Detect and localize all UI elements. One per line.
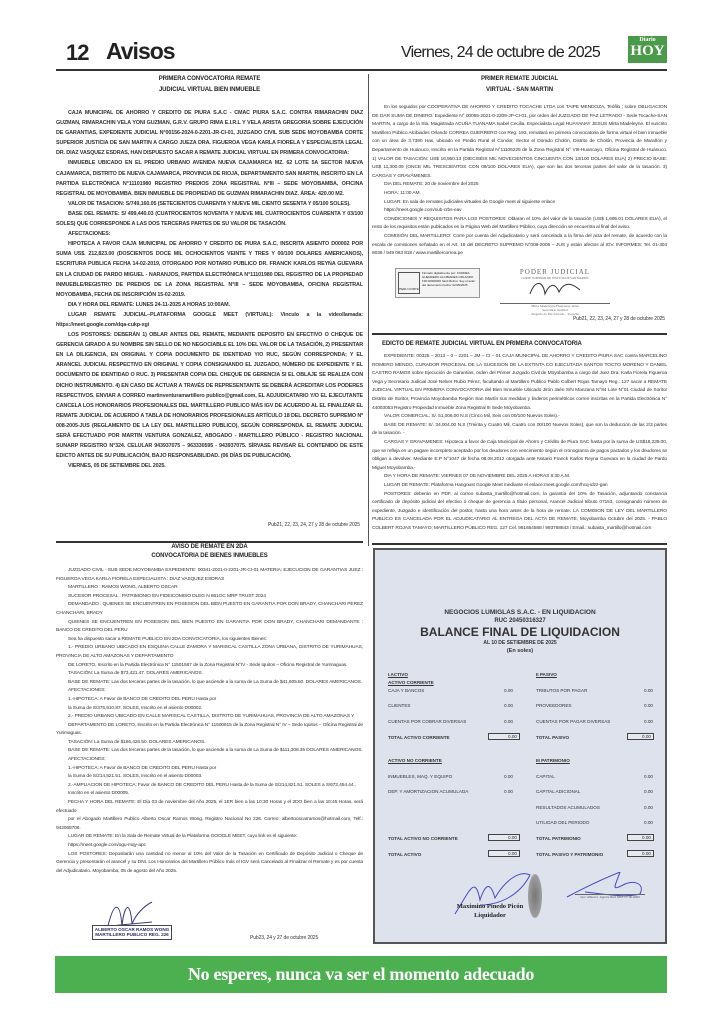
paragraph: CAJA MUNICIPAL DE AHORRO Y CREDITO DE PIURA S.A.C - CMAC PIURA S.A.C. CONTRA RIMARACHIN DIAZ GUZMAN, RIMARACHIN VELA YONI GUZMAN, G.R.V. GRUPO RIMA E.I.R.L Y VELA ARISTA GREGORIA SOBRE EJECUCIÓN DE GARANTIAS, EXPEDIENTE JUDICIAL N°00156-2024-0-2201-JR-CI-01, JUZGADO CIVIL SUB SEDE MOYOBAMBA CORTE SUPERIOR JUSTICIA DE SAN MARTIN A CARGO JUEZA DRA. FIGUEROA VEGA KARLA FIORELA Y ESPECIALISTA LEGAL DR. DIAZ VASQUEZ ESDRAS, HAN DISPUESTO SACAR A REMATE JUDICIAL VIRTUAL EN PRIMERA CONVOCATORIA: [56,110,363,157]
row-label: CAPITAL ADICIONAL [536,789,581,794]
row-label: CLIENTES [388,703,411,708]
signer-court: Juzgado de Paz Letrado - Tocache [531,312,579,316]
row-value: 0.00 [627,850,654,857]
paragraph: LOS POSTORES: Depositarán una cantidad no menor al 10% del Valor de la Tasación en Certificado de Depósito Judicial o Cheque de Gerencia y presentarán el arancel y su DNI. Los Honorarios del Martillero Público más el IGV será Cancelado al Finalizar el Remate y es por cuenta del Adjudicatario. Moyobamba, 05 de agosto del Año 2025. [56,851,363,874]
row-label: TOTAL PATRIMONIO [536,836,581,841]
paragraph: Inscrito en el asiento D00005. [68,791,130,797]
section-title: Avisos [106,38,175,64]
paragraph: FECHA Y HORA DEL REMATE: El Día 03 de noviembre del Año 2025, el 1ER bien a las 10:30 Horas y el 2DO bien a las 10:45 Horas, será efectuado [56,800,363,814]
secretary-signature [525,280,585,298]
row-value: 0.00 [504,703,513,708]
notice-title: PRIMER REMATE JUDICIAL [480,76,559,82]
notice-title: EDICTO DE REMATE JUDICIAL VIRTUAL EN PRIMERA CONVOCATORIA [382,341,582,347]
activo-corriente-heading: ACTIVO CORRIENTE [388,680,434,685]
paragraph: LUGAR DE REMATE: En la Sala de Remate Virtual de la Plataforma GOOGLE MEET, cuyo link es el siguiente: [68,834,298,840]
paragraph: LOS POSTORES: DEBERÁN 1) OBLAR ANTES DEL REMATE, MEDIANTE DEPOSITO EN EFECTIVO O CHEQUE DE GERENCIA GIRADO A SU NOMBRE SIN SELLO DE NO NEGOCIABLE EL 10% DEL VALOR DE LA TASACIÓN, 2) PRESENTAR EN LA DILIGENCIA, EN ORIGINAL Y COPIA DOCUMENTO DE IDENTIDAD Y/O RUC, SEGÚN CORRESPONDA; Y EL ARANCEL JUDICIAL RESPECTIVO EN ORIGINAL Y COPIA CONSIGNANDO EL JUZGADO, NÚMERO DE EXPEDIENTE Y EL DOCUMENTO DE IDENTIDAD O RUC. 3) PRESENTAR COPIA DEL CHEQUE DE GERENCIA SI EL OBLAJE SE REALIZA CON DICHO INSTRUMENTO. 4) EN CASO DE ACTUAR A TRAVÉS DE REPRESENTANTE SE DEBERÁ ACREDITAR LOS PODERES RESPECTIVOS. ENVIAR A CORREO martinventuramartillero publico@gmail.com, EL ADJUDICATARIO Y/O EL EJECUTANTE CANCELA LOS HONORARIOS PROFESIONALES DEL MARTILLERO PUBLICO MÁS IGV DE ACUERDO AL EL FINALIZAR EL REMATE JUDICIAL DE ACUERDO A TABLA DE HONORARIOS PROFESIONALES ARTÍCULO 18 DEL DECRETO SUPREMO Nº 008-2005-JUS (REGLAMENTO DE LA LEY DEL MARTILLERO PUBLICO), SEGÚN CORRESPONDA. EL REMATE JUDICIAL SERÁ EFECTUADO POR MARTIN VENTURA GONZALEZ, ABOGADO - MARTILLERO PÚBLICO - REGISTRO NACIONAL SUNARP REGISTRO N°324. CELULAR 943937075 – 963330595 - 943937075. SÍRVASE REVISAR EL CONTENIDO DE ESTE EDICTO ANTES DE SU PUBLICACIÓN, BAJO RESPONSABILIDAD. (06 DÍAS DE PUBLICACIÓN). [56,332,363,460]
publication-dates: Pub21, 22, 23, 24, 27 y 28 de octubre 2025 [268,522,360,528]
row-value: 0.00 [504,774,513,779]
balance-header [375,608,665,655]
paragraph: EXPEDIENTE: 00325 – 2013 – 0 – 2201 – JM – CI – 01 CAJA MUNICIPAL DE AHORRO Y CREDITO PIURA SAC contra MARCELINO ROMERO MENDO, CURADOR PROCESAL DE LA SUCESION DE LA EXTINTA CO EJECUTADA SANTOS TOCTO MORENO Y DANIEL CASTRO RAMOS sobre Ejecución de Garantías, orden del Primer Juzgado Civil de Moyobamba a cargo del Juez Dra. Karla Fiorela Figueroa Vega y Secretario Judicial José Nelver Rubio Pérez, facultando al Martillero Publico Pablo Colbert Rojas Tamayo Reg.: 127 sacar a REMATE JUDICIAL VIRTUAL EN PRIMERA CONVOCATORIA del Bien Inmueble Ubicado Jirón Jaén S/N Manzana N°84 Lote N°01 Ciudad de Soritor Distrito de Soritor, Provincia Moyobamba Región San Martín sus medidas y linderos perimétricos corren inscritas en la Partida Electrónica N° 44003053 Registro Propiedad Inmueble Zona Registral III Sede Moyobamba. [372,354,667,411]
accountant-stamp: Cpc. Alberto I. Aguirre Ruiz MAT. N° 00-0000 [575,894,645,899]
court-seal [500,268,610,316]
row-value: 0.00 [644,805,653,810]
row-value: 0.00 [627,733,654,740]
martillero-signature [100,898,160,928]
row-label: TOTAL PASIVO [536,735,570,740]
notice-body [56,567,363,876]
signer-role: Secretaria Judicial [542,308,568,312]
paragraph: 2.-AMPLIACION DE HIPOTECA: Favor de BANCO DE CREDITO DEL PERU Hasta de la Suma de S/214,821.51. SOLES a S/672,454.44., [68,782,356,788]
footer-slogan-banner: No esperes, nunca va ser el momento adecuado [55,956,667,993]
row-value: 0.00 [488,850,520,857]
pasivo-heading: II PASIVO [536,672,557,677]
liquidator-name: Maximino Pinedo Picón [456,903,524,910]
paragraph: CARGAS Y GRAVAMENES: Hipoteca a favor de Caja Municipal de Ahorro y Crédito de Piura SAC hasta por la suma de US$18,239.00, que se refleja en un pagare incompleto aceptado por los deudores con vencimiento según el cronograma de pagos pactados y los deudores se obligan a devolver. Mediante E.P N°1047 de fecha 08.08.2012 otorgada ante Notario Franck Karlos Reyna Guevara en la ciudad de Pardo Miguel Moyobamba.- [372,439,667,471]
row-label: TOTAL ACTIVO [388,852,422,857]
digital-signature-stamp [395,268,480,298]
paragraph: POSTORES: deberán en PDF, al correo subasta_martillo@hotmail.com, la garantía del 10% de Tasación, adjuntando constancia certificado de depósito judicial del efectivo ó cheque de gerencia a título personal, Arancel Judicial tributo 07153, consignando número de expediente, Juzgado e identificación del postor, hasta una hora antes de la hora de remate. LA COMISION DE LEY DEL MARTILLERO PUBLICO ES CANCELADA POR EL ADJUDICATARIO AL ENTREGA DEL ACTA DE REMATE, Moyobamba Octubre del 2025. - PABLO COLBERT ROJAS TAMAYO; MARTILLERO PÚBLICO REG. 127 Cel. 981654588 / 993768843 / Email.: subasta_martillo@hotmail.com [372,491,667,531]
separator [372,543,667,545]
notice-body [372,104,667,259]
row-label: RESULTADOS ACUMULADOS [536,805,600,810]
row-label: CUENTAS POR PAGAR DIVERSAS [536,719,611,724]
paragraph: Sea ha dispuesto sacar a REMATE PUBLICO EN 2DA CONVOCATORIA, los siguientes Bienes: [68,636,267,642]
paragraph: 1.-HIPOTECA: A Favor de BANCO DE CREDITO DEL PERU Hasta por [68,696,217,702]
paragraph: VALOR DE TASACION: S/749,160.05 (SETECIENTOS CUARENTA Y NUEVE MIL CIENTO SESENTA Y 05/100 SOLES). [68,200,351,207]
notice-subtitle: JUDICIAL VIRTUAL BIEN INMUEBLE [158,87,261,93]
martillero-stamp: ALBERTO OSCAR RAMOS WONG MARTILLERO PUBLICO REG. 226 [92,925,172,940]
row-label: CUENTAS POR COBRAR DIVERSAS [388,719,467,724]
row-value: 0.00 [644,688,653,693]
signer-name: Mirta Madeleyne Huayanay Jesus [500,303,610,308]
newspaper-logo [628,36,667,63]
row-value: 0.00 [504,789,513,794]
separator [372,333,667,335]
balance-title: BALANCE FINAL DE LIQUIDACION [420,625,620,639]
paragraph: DE LORETO, Inscrito en la Partida Electrónica N° 11501567 de la Zona Registral N°IV - Sede Iquitos – Oficina Registral de Yurimaguas. [68,662,348,668]
company-name: NEGOCIOS LUMIGLAS S.A.C. - EN LIQUIDACION [444,609,596,616]
row-label: CAJA Y BANCOS [388,688,425,693]
row-value: 0.00 [644,703,653,708]
notice-body [372,353,667,533]
row-label: PROVEEDORES [536,703,572,708]
row-value: 0.00 [644,789,653,794]
row-label: TOTAL PASIVO Y PATRIMONIO [536,852,604,857]
publication-dates: Pub23, 24 y 27 de octubre 2025 [250,935,319,941]
peru-seal-icon: PERU CORTE [398,272,420,294]
row-label: DEP. Y AMORTIZACION ACUMULADA [388,789,469,794]
paragraph: MARTILLERO : RAMOS WONG, ALBERTO OSCAR [68,585,178,591]
stamp-text: Firmado digitalmente por: CORREA GUERRERO ALCIBIADES ORLANDO FIR 00000000 hard Motivo: Soy el autor del documento Fecha: 02/09/2025 [422,271,476,287]
paragraph: AFECTACIONES: [68,231,111,238]
liquidator-role: Liquidador [474,912,506,919]
notice-title: PRIMERA CONVOCATORIA REMATE [158,76,261,82]
paragraph: AFECTACIONES: [68,757,106,763]
paragraph: BASE DEL REMATE: S/ 499,440.03 (CUATROCIENTOS NOVENTA Y NUEVE MIL CUATROCIENTOS CUARENTA Y 03/100 SOLES) QUE CORRESPONDE A LAS DOS TERCERAS PARTES DE SU VALOR DE TASACIÓN. [56,210,363,228]
paragraph: DIA Y HORA DEL REMATE: LUNES 24-11-2025 A HORAS 10:00AM. [68,301,230,308]
activo-no-corriente-heading: ACTIVO NO CORRIENTE [388,758,442,763]
paragraph: https://meet.google.com/sub-crbs-eav [384,208,462,214]
issue-date: Viernes, 24 de octubre de 2025 [401,44,600,61]
paragraph: la Suma de S/375,910.87. SOLES, Inscrito en el asiento D00002. [68,705,203,711]
notice-body [56,108,363,471]
paragraph: https://meet.google.com/ogu-mqy-apc [68,843,146,848]
paragraph: TASACIÓN: La Suma de $166,426.50. DOLARES AMERICANOS. [68,739,206,745]
paragraph: por el Abogado Martillero Publico Alberto Oscar Ramos Wong, Registro Nacional No 226. Correo: albertooscarramos@hotmail.com, Telf.: 942068706. [56,817,363,831]
paragraph: BASE DE REMATE: Las dos terceras partes de la tasación, lo que asciende a la suma de La Suma de $41,605.50. DOLARES AMERICANOS. [68,679,363,685]
row-value: 0.00 [504,719,513,724]
notice-subtitle: VIRTUAL - SAN MARTIN [486,87,553,93]
notice-subtitle: CONVOCATORIA DE BIENES INMUEBLES [151,553,268,559]
paragraph: LUGAR DE REMATE: Plataforma Hangoust Google Meet mediante el enlace:meet.google.com/hcq-idzz-gan [384,482,608,488]
notice-edicto-remate [372,339,667,533]
header-rule [56,69,667,71]
row-label: UTILIDAD DEL PERIODO [536,820,590,825]
paragraph: QUIENES SE ENCUENTREN EN POSESION DEL BIEN PUESTO EN GARANTIA POR DON BRADY, CHANCHARI DEMANDANTE : BANCO DE CREDITO DEL PERU [56,619,363,634]
row-label: TRIBUTOS POR PAGAR [536,688,588,693]
paragraph: En los seguidos por COOPERATIVA DE AHORRO Y CREDITO TOCACHE LTDA con TAIPE MENDOZA, Teófilo ; sobre OBLIGACION DE DAR SUMA DE DINERO. Expediente N° 00055-2021-0-2209-JP-CI-01, por orden del JUZGADO DE PAZ LETRADO - Sede Tocache-SAN MARTIN, a cargo de la Sta. Magistrada ACUÑA TUANAMA Isabel Cecilia, Especialista Legal HUAYANAY JESUS Mirta Madeleyne. El suscrito Martillero Público Alcibiades Orlando CORREA GUERRERO con Reg. 193, rematará en primera convocatoria de forma virtual el bien inmueble con un área de 3.7390 Has, ubicado en Predio Rural el Condor, Sector el Dorado Cholón, Distrito de Cholón, Provincia de Marañón y Departamento de Huánuco, Inscrito en la Partida Registral N°11105225 de la Zona Registral N° VIII-Huancayo, Oficina Registral de Huánuco. 1) VALOR DE TASACIÓN: US$ 16,950.13 (DIECISÉIS MIL NOVECIENTOS CINCUENTA CON 13/100 DÓLARES EUA) 2) PRECIO BASE: US$ 11,300.09 (ONCE MIL TRESCIENTOS CON 09/100 DÓLARES EUA), que son las dos terceras partes del valor de la tasación. 3) CARGAS Y GRAVÁMENES. [372,105,667,179]
paragraph: AFECTACIONES: [68,688,106,694]
paragraph: BASE DE REMATE: Las dos terceras partes de la tasación, lo que asciende a la suma de La Suma de $111,308.35 DOLARES AMERICANOS. [68,748,363,754]
notice-aviso-remate-2da [56,541,363,876]
notice-primer-remate-san-martin [372,74,667,259]
paragraph: SUCESOR PROCESAL : PATRIMONIO EN FIDEICOMISO DLEG N 861OC MRP TRUST 2024 [68,593,266,599]
paragraph: BASE DE REMATE: S/. 34,004.00 N.S (Treinta y Cuatro Mil, Cuatro con 00/100 Nuevos Soles), que son la deducción de las 2/3 partes de la tasación. - [372,422,667,437]
row-value: 0.00 [488,733,520,740]
row-label: TOTAL ACTIVO NO CORRIENTE [388,836,458,841]
row-value: 0.00 [644,774,653,779]
paragraph: 1.-HIPOTECA: A Favor de BANCO DE CREDITO DEL PERU Hasta por [68,765,217,771]
paragraph: VIERNES, 05 DE SETIEMBRE DEL 2025. [68,463,166,470]
notice-primera-convocatoria [56,74,363,471]
paragraph: VALOR COMERCIAL: S/. 51,006.00 N.S (Cinco Mil, Seis con 00/100 Nuevos Soles).- [384,414,560,420]
paragraph: la Suma de S/214,821.51. SOLES, Inscrito en el asiento D00003. [68,774,203,780]
paragraph: DIA DEL REMATE: 20 de noviembre del 2025 [384,182,479,188]
page-number: 12 [66,40,89,65]
column-divider [368,74,369,546]
row-value: 0.00 [644,719,653,724]
paragraph: DIA Y HORA DE REMATE: VIERNES 07 DE NOVIEMBRE DEL 2025 A HORAS 8:30 A.M. [384,474,571,480]
paragraph: CONDICIONES Y REQUISITOS PARA LOS POSTORES: Oblaran el 10% del valor de la tasación (US$ 1,695.01 DOLARES EUA), el resto de los requisitos están publicados en la Página Web del Martillero Público, cuya dirección se encuentra al final del aviso. [372,216,667,231]
court-name: PODER JUDICIAL [519,268,591,276]
row-label: TOTAL ACTIVO CORRIENTE [388,735,450,740]
row-value: 0.00 [504,688,513,693]
logo-big-text: HOY [630,43,665,59]
row-value: 0.00 [627,834,654,841]
balance-units: (En soles) [506,648,534,654]
court-subtitle: CORTE SUPERIOR DE JUSTICIA DE SAN MARTIN [521,276,589,280]
fingerprint [528,874,542,918]
paragraph: COMISIÓN DEL MARTILLERO: Corre por cuenta del Adjudicatario y será cancelada a la firma del acta del remate, de acuerdo con la escala de comisiones señalado en el Art. 18 del DECRETO SUPREMO N°008-2005 – JUS y están afectos al IGV. INFORMES: Tel. 01-304 8039 / 949 063 818 / www.martillercorrea.pe [372,233,667,257]
paragraph: DEPARTAMENTO DE LORETO, Inscrito en la Partida Electrónica N° 11500915 de la Zona Registral N° IV – Sede Iquitos – Oficina Registral de Yurimaguas. [56,722,363,737]
paragraph: HIPOTECA A FAVOR CAJA MUNICIPAL DE AHORRO Y CREDITO DE PIURA S.A.C, INSCRITA ASIENTO D00002 POR SUMA US$. 212,823.00 (DOSCIENTOS DOCE MIL OCHOCIENTOS VEINTE Y TRES Y 00/100 DOLARES AMERICANOS), ESCRITURA PUBLICA FECHA 14-02-2019, OTORGADO POR NOTARIO PUBLICO DR. FRANCK KARLOS REYNA GUEVARA EN LA CIUDAD DE PARDO MIGUEL - NARANJOS, PARTIDA ELECTRÓNICA N°11101980 DEL REGISTRO DE LA PROPIEDAD INMUEBLE/REGISTRO DE PREDIOS DE LA ZONA REGISTRAL N°III – SEDE MOYOBAMBA, OFICINA REGISTRAL MOYOBAMBA, FECHA DE INSCRIPCIÓN 15-02-2019. [56,241,363,298]
activo-heading: I.ACTIVO [388,672,408,677]
patrimonio-heading: III PATRIMONIO [536,758,570,763]
company-ruc: RUC 20450316327 [494,618,546,624]
logo-small-text: Diario [639,37,656,43]
paragraph: TASACIÓN: La Suma de $73,421.47. DOLARES AMERICANOS. [68,671,203,677]
paragraph: JUZGADO CIVIL - SUB SEDE MOYOBAMBA EXPEDIENTE: 00341-2021-0-2201-JR-CI-01 MATERIA: EJECUCION DE GARANTIAS JUEZ : FIGUEROA VEGA KARLA FIORELA ESPECIALISTA : DIAZ VASQUEZ ESDRAS [56,568,363,582]
paragraph: HORA: 11:00 AM [384,190,420,196]
balance-date: AL 10 DE SETIEMBRE DE 2025 [483,640,557,646]
paragraph: LUGAR: En sala de remates judiciales virtuales de Google meet al siguiente enlace [384,199,556,205]
paragraph: 1.- PREDIO URBANO UBICADO EN ESQUINA CALLE ZAMORA Y MARISCAL CASTILLA ZONA URBANA, DISTRITO DE YURIMAHUAS, PROVINCIA DE ALTO AMAZONAS Y DEPARTAMENTO [56,645,363,659]
row-value: 0.00 [644,820,653,825]
row-label: INMUEBLES, MAQ. Y EQUIPO [388,774,453,779]
paragraph: LUGAR REMATE JUDICIAL–PLATAFORMA GOOGLE MEET (VIRTUAL): Vinculo a la videollamada: https://meet.google.com/dqa-cukp-xgi [56,311,363,328]
notice-title: AVISO DE REMATE EN 2DA [171,544,248,550]
publication-dates: Pub21, 22, 23, 24, 27 y 28 de octubre 2025 [573,316,665,322]
row-label: CAPITAL [536,774,555,779]
paragraph: DEMANDADO : QUIENES SE ENCUENTREN EN POSESION DEL BIEN PUESTO EN GARANTIA POR DON BRADY, CHANCHARI PEREZ CHANCHARI, BRADY [56,602,363,616]
paragraph: 2.- PREDIO URBANO UBICADO EN CALLE MARISCAL CASTILLA, DISTRITO DE YURIMAHUAS, PROVINCIA DE ALTO AMAZONAS Y [68,714,355,720]
row-value: 0.00 [488,834,520,841]
balance-final-liquidacion [373,548,667,944]
paragraph: INMUEBLE UBICADO EN EL PREDIO URBANO AVENIDA NUEVA CAJAMARCA MZ. 62 LOTE 5A SECTOR NUEVA CAJAMARCA, DISTRITO DE NUEVA CAJAMARCA, PROVINCIA DE RIOJA, DEPARTAMENTO SAN MARTIN, INSCRITO EN LA PARTIDA ELECTRÓNICA N°11101980 REGISTRO PREDIOS ZONA REGISTRAL N°III – SEDE MOYOBAMBA, OFICINA REGISTRAL DE MOYOBAMBA. BIEN INMUEBLE DE PROPIEDAD DE GUZMAN RIMARACHIN DIAZ. ÁREA: 420.00 M2. [56,160,363,197]
